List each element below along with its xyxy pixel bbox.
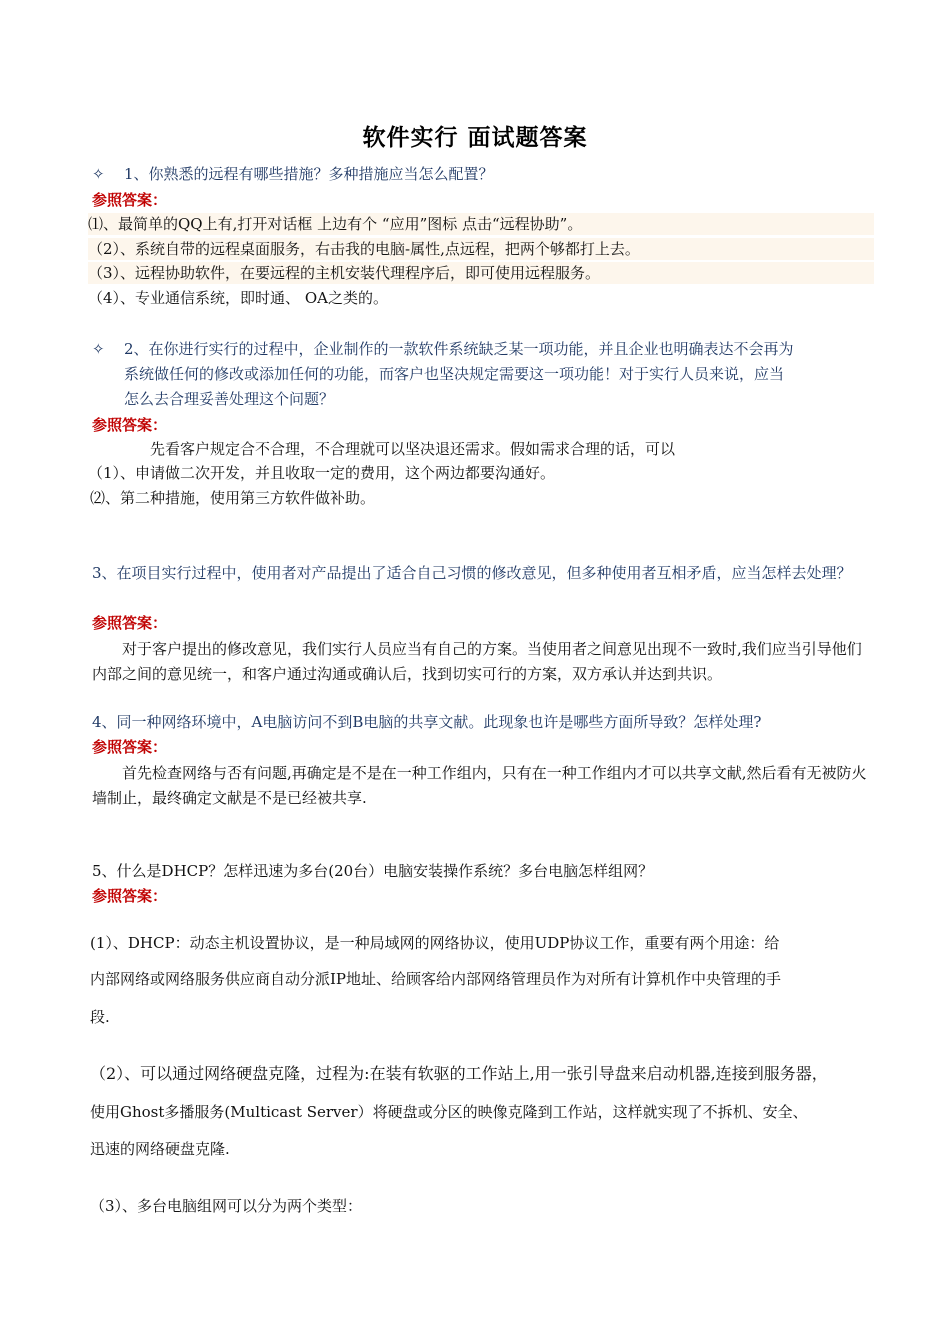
answer-5-p3: （3）、多台电脑组网可以分为两个类型： (90, 1197, 363, 1215)
answer-5-p1-line-1: (1）、DHCP：动态主机设置协议，是一种局域网的网络协议，使用UDP协议工作，重要有两个用途：给 (90, 934, 780, 952)
answer-4: 首先检查网络与否有问题,再确定是不是在一种工作组内，只有在一种工作组内才可以共享文献,然后看有无被防火墙制止，最终确定文献是不是已经被共享. (92, 764, 867, 807)
answer-2-item-1: （1）、申请做二次开发，并且收取一定的费用，这个两边都要沟通好。 (88, 464, 556, 482)
answer-label-5: 参照答案： (92, 887, 168, 905)
answer-5-p1-line-3: 段. (90, 1008, 110, 1026)
answer-2-intro: 先看客户规定合不合理，不合理就可以坚决退还需求。假如需求合理的话，可以 (150, 440, 676, 458)
question-2-line-2: 系统做任何的修改或添加任何的功能，而客户也坚决规定需要这一项功能！对于实行人员来说，应当 (124, 365, 785, 383)
question-2-line-3: 怎么去合理妥善处理这个问题？ (124, 390, 335, 408)
page-title: 软件实行 面试题答案 (362, 124, 588, 151)
question-4: 4、同一种网络环境中，A电脑访问不到B电脑的共享文献。此现象也许是哪些方面所导致？怎样处理? (92, 713, 762, 731)
answer-3: 对于客户提出的修改意见，我们实行人员应当有自己的方案。当使用者之间意见出现不一致时,我们应当引导他们内部之间的意见统一，和客户通过沟通或确认后，找到切实可行的方案，双方承认并达到共识。 (92, 640, 862, 683)
answer-5-p2-line-3: 迅速的网络硬盘克隆. (90, 1140, 230, 1158)
answer-label-3: 参照答案： (92, 614, 168, 632)
answer-5-p2-line-2: 使用Ghost多播服务(Multicast Server）将硬盘或分区的映像克隆到工作站，这样就实现了不拆机、安全、 (90, 1103, 808, 1121)
question-2-line-1: ✧ 2、在你进行实行的过程中，企业制作的一款软件系统缺乏某一项功能，并且企业也明确表达不会再为 (92, 340, 794, 358)
question-1-text: 1、你熟悉的远程有哪些措施？多种措施应当怎么配置？ (124, 165, 494, 183)
answer-1-item-4: （4）、专业通信系统，即时通、 OA之类的。 (88, 289, 388, 307)
question-3: 3、在项目实行过程中，使用者对产品提出了适合自己习惯的修改意见，但多种使用者互相矛盾，应当怎样去处理？ (92, 564, 852, 582)
question-1 (92, 163, 494, 185)
question-5: 5、什么是DHCP？怎样迅速为多台(20台）电脑安装操作系统？多台电脑怎样组网？ (92, 862, 654, 880)
bullet-icon: ✧ (92, 340, 105, 358)
answer-label-4: 参照答案： (92, 738, 168, 756)
answer-5-p2-line-1: （2）、可以通过网络硬盘克隆，过程为:在装有软驱的工作站上,用一张引导盘来启动机器,连接到服务器， (90, 1064, 828, 1083)
answer-label-1: 参照答案： (92, 191, 168, 209)
answer-label-2: 参照答案： (92, 416, 168, 434)
answer-5-p1-line-2: 内部网络或网络服务供应商自动分派IP地址、给顾客给内部网络管理员作为对所有计算机作中央管理的手 (90, 970, 782, 988)
answer-1-item-1: ⑴、最简单的QQ上有,打开对话框 上边有个 “应用”图标 点击“远程协助”。 (88, 213, 874, 235)
answer-1-item-3: （3）、远程协助软件，在要远程的主机安装代理程序后，即可使用远程服务。 (88, 262, 874, 284)
bullet-icon: ✧ (92, 165, 105, 183)
answer-2-item-2: ⑵、第二种措施，使用第三方软件做补助。 (90, 489, 376, 507)
answer-1-item-2: （2）、系统自带的远程桌面服务，右击我的电脑-属性,点远程，把两个够都打上去。 (88, 238, 874, 260)
